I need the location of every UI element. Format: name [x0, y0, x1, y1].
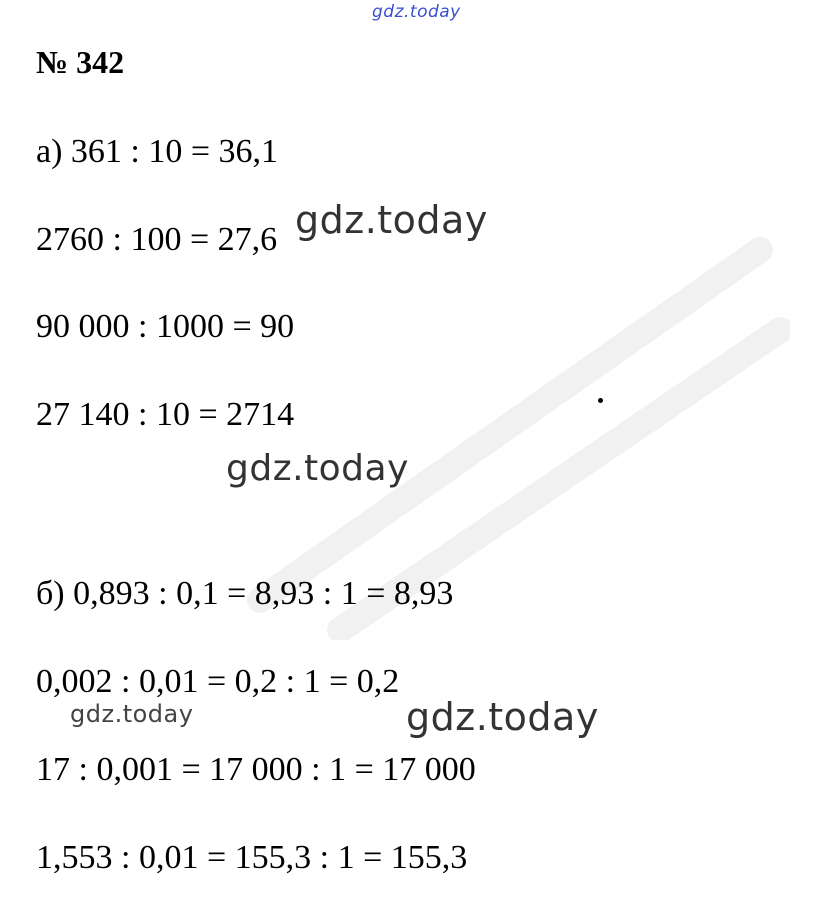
stray-dot [598, 398, 603, 403]
watermark: gdz.today [406, 695, 599, 739]
watermark: gdz.today [70, 700, 194, 728]
equation-b-4: 1,553 : 0,01 = 155,3 : 1 = 155,3 [36, 839, 468, 876]
watermark: gdz.today [295, 198, 488, 242]
equation-b-2: 0,002 : 0,01 = 0,2 : 1 = 0,2 [36, 663, 400, 700]
equation-a-3: 90 000 : 1000 = 90 [36, 308, 295, 345]
problem-title: № 342 [36, 44, 125, 80]
equation-a-4: 27 140 : 10 = 2714 [36, 396, 295, 433]
header-watermark: gdz.today [372, 2, 461, 22]
equation-a-2: 2760 : 100 = 27,6 [36, 221, 278, 258]
watermark: gdz.today [226, 448, 409, 489]
equation-b-3: 17 : 0,001 = 17 000 : 1 = 17 000 [36, 751, 476, 788]
equation-b-1: б) 0,893 : 0,1 = 8,93 : 1 = 8,93 [36, 575, 454, 612]
equation-a-1: а) 361 : 10 = 36,1 [36, 133, 279, 170]
